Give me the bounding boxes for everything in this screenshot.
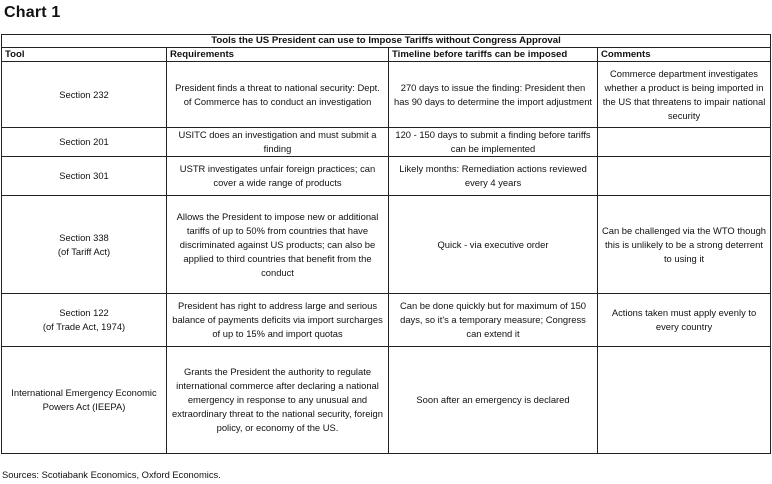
header-comments: Comments [598,48,771,62]
comments-cell: Actions taken must apply evenly to every country [598,294,771,347]
tool-subtitle: (of Trade Act, 1974) [42,321,126,332]
requirements-cell: USITC does an investigation and must submit a finding [167,128,389,157]
timeline-cell: 270 days to issue the finding: President then has 90 days to determine the import adjustment [389,62,598,128]
requirements-cell: President finds a threat to national security: Dept. of Commerce has to conduct an investigation [167,62,389,128]
requirements-cell: Allows the President to impose new or additional tariffs of up to 50% from countries that have discriminated against US products; can also be applied to third countries that benefit from the conduct [167,196,389,294]
tool-cell [2,294,167,347]
comments-cell [598,128,771,157]
tool-subtitle: (of Tariff Act) [57,245,111,257]
tool-cell [2,62,167,128]
tool-cell [2,157,167,196]
tool-cell [2,347,167,454]
tariff-tools-table [1,34,771,454]
tool-name: International Emergency Economic Powers Act (IEEPA) [11,387,157,412]
table-row-section-201 [2,128,771,157]
header-tool: Tool [2,48,167,62]
tool-name: Section 122 [59,307,109,318]
table-row-section-338 [2,196,771,294]
comments-cell: Can be challenged via the WTO though this is unlikely to be a strong deterrent to using it [598,196,771,294]
tool-name: Section 201 [59,136,109,147]
timeline-cell: Can be done quickly but for maximum of 150 days, so it's a temporary measure; Congress can extend it [389,294,598,347]
table-row-section-122 [2,294,771,347]
table-caption-row [2,35,771,48]
table-header-row [2,48,771,62]
comments-cell [598,347,771,454]
tool-name: Section 338 [59,231,109,243]
timeline-cell: Soon after an emergency is declared [389,347,598,454]
tool-name: Section 232 [59,88,109,100]
requirements-cell: President has right to address large and serious balance of payments deficits via import surcharges of up to 15% and import quotas [167,294,389,347]
tool-cell [2,128,167,157]
requirements-cell: Grants the President the authority to regulate international commerce after declaring a national emergency in response to any unusual and extraordinary threat to the national security, foreign policy, or economy of the US. [167,347,389,454]
tool-cell [2,196,167,294]
header-requirements: Requirements [167,48,389,62]
requirements-cell: USTR investigates unfair foreign practices; can cover a wide range of products [167,157,389,196]
source-note: Sources: Scotiabank Economics, Oxford Economics. [2,469,221,480]
tool-name: Section 301 [59,170,109,181]
table-row-ieepa [2,347,771,454]
chart-title: Chart 1 [4,4,61,21]
timeline-cell: Likely months: Remediation actions reviewed every 4 years [389,157,598,196]
table-row-section-301 [2,157,771,196]
timeline-cell: Quick - via executive order [389,196,598,294]
table-caption: Tools the US President can use to Impose Tariffs without Congress Approval [2,35,771,48]
header-timeline: Timeline before tariffs can be imposed [389,48,598,62]
comments-cell: Commerce department investigates whether a product is being imported in the US that threatens to impair national security [598,62,771,128]
comments-cell [598,157,771,196]
timeline-cell: 120 - 150 days to submit a finding before tariffs can be implemented [389,128,598,157]
table-row-section-232 [2,62,771,128]
